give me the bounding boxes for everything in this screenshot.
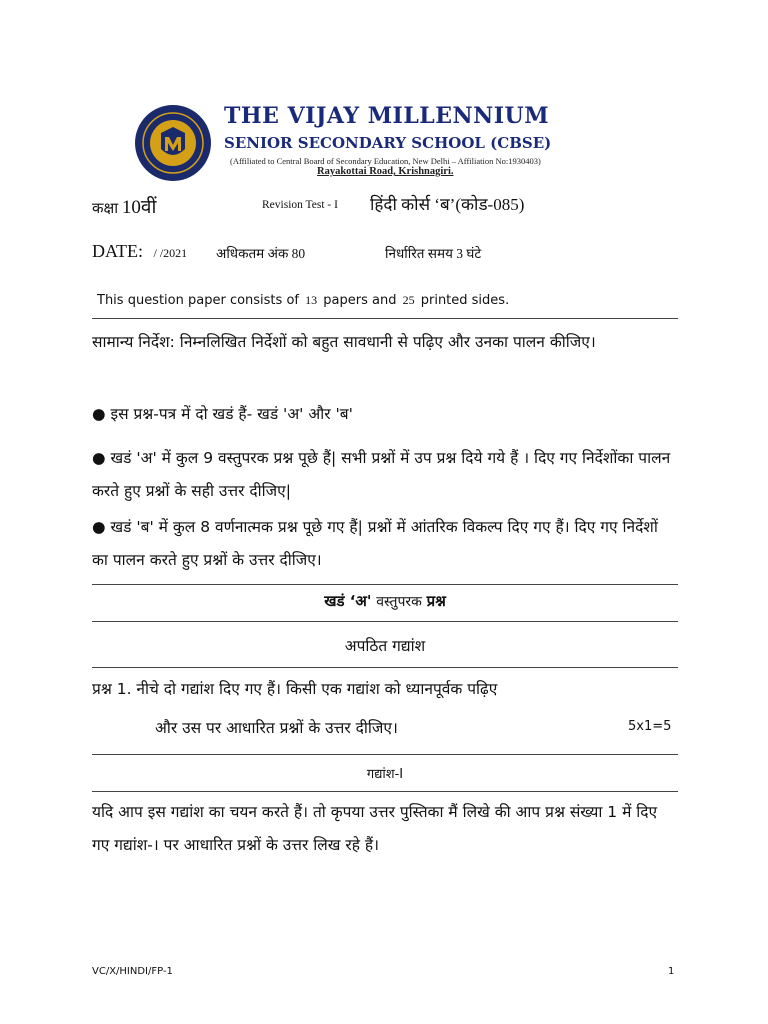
section-heading-part3: प्रश्न [426, 592, 446, 610]
question1-line1: प्रश्न 1. नीचे दो गद्यांश दिए गए हैं। किसी एक गद्यांश को ध्यानपूर्वक पढ़िए [92, 680, 498, 698]
divider-section-mid [92, 621, 678, 622]
test-name: Revision Test - I [262, 199, 338, 211]
date-value: / /2021 [153, 246, 188, 260]
section-heading-part1: खडं ‘अ' [324, 592, 372, 610]
class-value: 10वीं [121, 197, 157, 218]
papers-word: papers and [323, 293, 397, 308]
question1-marks: 5x1=5 [628, 719, 672, 734]
divider-section-top [92, 584, 678, 585]
max-marks: अधिकतम अंक 80 [216, 246, 306, 261]
instruction-bullet-2 [92, 442, 678, 508]
bullet-icon: ● [92, 449, 106, 467]
paper-info-prefix: This question paper consists of [97, 293, 299, 308]
time-allowed: निर्धारित समय 3 घंटे [385, 246, 482, 261]
school-logo [133, 103, 213, 183]
instruction-text-2: खडं 'अ' में कुल 9 वस्तुपरक प्रश्न पूछे हैं| सभी प्रश्नों में उप प्रश्न दिये गये हैं । दिए गए निर्देशोंका पालन करते हुए प्रश्नों के सही उत्तर दीजिए| [92, 449, 671, 500]
date-group [92, 241, 187, 262]
instruction-bullet-1 [92, 398, 678, 431]
bullet-icon: ● [92, 518, 106, 536]
divider-passage-top [92, 754, 678, 755]
sides-word: printed sides. [420, 293, 510, 308]
divider-top [92, 318, 678, 319]
divider-passage-bottom [92, 791, 678, 792]
divider-question-top [92, 667, 678, 668]
class-label-group [92, 193, 156, 219]
instruction-text-3: खडं 'ब' में कुल 8 वर्णनात्मक प्रश्न पूछे गए हैं| प्रश्नों में आंतरिक विकल्प दिए गए हैं। दिए गए निर्देशों का पालन करते हुए प्रश्नों के उत्तर दीजिए। [92, 518, 658, 569]
section-heading [92, 591, 678, 611]
papers-count: 13 [305, 293, 318, 307]
instruction-bullet-3 [92, 511, 678, 577]
date-label: DATE: [92, 241, 143, 261]
footer-page-number: 1 [668, 966, 675, 977]
question1-line2: और उस पर आधारित प्रश्नों के उत्तर दीजिए। [155, 719, 398, 737]
footer-code: VC/X/HINDI/FP-1 [92, 966, 173, 977]
paper-info [97, 293, 509, 308]
school-address: Rayakottai Road, Krishnagiri. [317, 166, 454, 177]
section-subheading: अपठित गद्यांश [344, 637, 426, 655]
subject-title: हिंदी कोर्स ‘ब’(कोड-085) [370, 195, 525, 214]
sides-count: 25 [402, 293, 415, 307]
instruction-text-1: इस प्रश्न-पत्र में दो खडं हैं- खडं 'अ' और 'ब' [110, 405, 353, 423]
bullet-icon: ● [92, 405, 106, 423]
school-name: THE VIJAY MILLENNIUM [224, 103, 550, 129]
school-subtitle: SENIOR SECONDARY SCHOOL (CBSE) [224, 134, 552, 152]
section-heading-part2: वस्तुपरक [376, 594, 422, 610]
general-instructions: सामान्य निर्देश: निम्नलिखित निर्देशों को बहुत सावधानी से पढ़िए और उनका पालन कीजिए। [92, 333, 596, 351]
class-label: कक्षा [92, 201, 119, 217]
passage-label: गद्यांश-I [366, 767, 404, 782]
passage-instruction: यदि आप इस गद्यांश का चयन करते हैं। तो कृपया उत्तर पुस्तिका मैं लिखे की आप प्रश्न संख्या 1 में दिए गए गद्यांश-। पर आधारित प्रश्नों के उत्तर लिख रहे हैं। [92, 803, 658, 854]
school-affiliation: (Affiliated to Central Board of Secondary Education, New Delhi – Affiliation No:1930403) [230, 156, 541, 166]
school-crest-icon [133, 103, 213, 183]
